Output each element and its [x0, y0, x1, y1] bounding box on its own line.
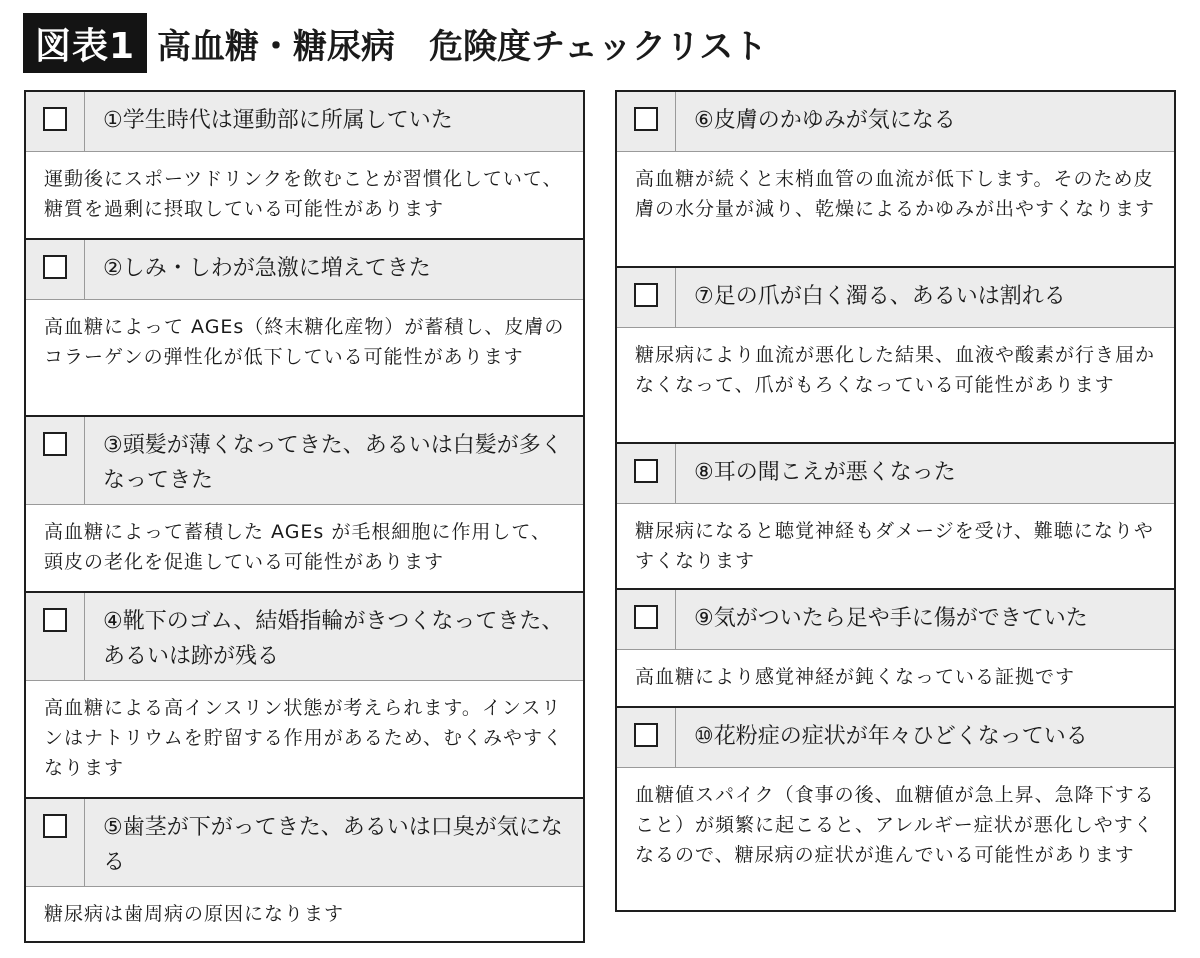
item-header — [617, 444, 1174, 504]
checklist-item-1 — [26, 92, 583, 240]
item-question: ⑤歯茎が下がってきた、あるいは口臭が気になる — [103, 815, 563, 875]
checkbox-10[interactable] — [634, 723, 658, 747]
item-header — [26, 799, 583, 887]
checklist-item-4 — [26, 593, 583, 799]
checkbox-6[interactable] — [634, 107, 658, 131]
checklist-item-6 — [617, 92, 1174, 268]
checklist-right-column — [615, 90, 1176, 912]
checkbox-7[interactable] — [634, 283, 658, 307]
checklist-item-10 — [617, 708, 1174, 912]
item-header — [26, 593, 583, 681]
checklist-item-3 — [26, 417, 583, 593]
item-description: 糖尿病になると聴覚神経もダメージを受け、難聴になりやすくなります — [635, 520, 1154, 572]
checklist-item-7 — [617, 268, 1174, 444]
checkbox-9[interactable] — [634, 605, 658, 629]
checkbox-8[interactable] — [634, 459, 658, 483]
item-question: ⑦足の爪が白く濁る、あるいは割れる — [694, 284, 1066, 309]
item-header — [26, 240, 583, 300]
checkbox-cell — [617, 268, 676, 327]
checkbox-3[interactable] — [43, 432, 67, 456]
item-question: ⑧耳の聞こえが悪くなった — [694, 460, 956, 485]
item-description: 運動後にスポーツドリンクを飲むことが習慣化していて、糖質を過剰に摂取している可能性があります — [44, 168, 563, 220]
item-description: 糖尿病により血流が悪化した結果、血液や酸素が行き届かなくなって、爪がもろくなっている可能性があります — [635, 344, 1156, 396]
item-header — [26, 92, 583, 152]
item-header — [26, 417, 583, 505]
item-question: ⑥皮膚のかゆみが気になる — [694, 108, 956, 133]
item-description: 高血糖により感覚神経が鈍くなっている証拠です — [635, 666, 1076, 688]
item-question: ⑩花粉症の症状が年々ひどくなっている — [694, 724, 1088, 749]
checkbox-5[interactable] — [43, 814, 67, 838]
item-header — [617, 708, 1174, 768]
item-header — [617, 590, 1174, 650]
checkbox-cell — [617, 92, 676, 151]
checkbox-cell — [26, 240, 85, 299]
item-question: ⑨気がついたら足や手に傷ができていた — [694, 606, 1088, 631]
checkbox-2[interactable] — [43, 255, 67, 279]
checklist-item-2 — [26, 240, 583, 417]
item-description: 血糖値スパイク（食事の後、血糖値が急上昇、急降下すること）が頻繁に起こると、アレルギー症状が悪化しやすくなるので、糖尿病の症状が進んでいる可能性があります — [635, 784, 1155, 866]
item-description: 高血糖による高インスリン状態が考えられます。インスリンはナトリウムを貯留する作用があるため、むくみやすくなります — [44, 697, 564, 779]
checkbox-cell — [617, 708, 676, 767]
checkbox-1[interactable] — [43, 107, 67, 131]
figure-label: 図表1 — [23, 13, 147, 73]
checkbox-cell — [26, 417, 85, 504]
page-title: 高血糖・糖尿病 危険度チェックリスト — [157, 26, 768, 67]
item-description: 高血糖によって AGEs（終末糖化産物）が蓄積し、皮膚のコラーゲンの弾性化が低下している可能性があります — [44, 316, 565, 368]
item-description: 高血糖によって蓄積した AGEs が毛根細胞に作用して、頭皮の老化を促進している可能性があります — [44, 521, 551, 573]
checkbox-4[interactable] — [43, 608, 67, 632]
item-question: ②しみ・しわが急激に増えてきた — [103, 256, 431, 281]
item-question: ③頭髪が薄くなってきた、あるいは白髪が多くなってきた — [103, 433, 563, 493]
checkbox-cell — [26, 799, 85, 886]
checkbox-cell — [26, 92, 85, 151]
item-header — [617, 92, 1174, 152]
item-header — [617, 268, 1174, 328]
checklist-item-9 — [617, 590, 1174, 708]
checklist-item-8 — [617, 444, 1174, 590]
checklist-left-column — [24, 90, 585, 943]
item-question: ①学生時代は運動部に所属していた — [103, 108, 453, 133]
checkbox-cell — [26, 593, 85, 680]
checkbox-cell — [617, 444, 676, 503]
item-description: 糖尿病は歯周病の原因になります — [44, 903, 345, 925]
checklist-item-5 — [26, 799, 583, 943]
item-description: 高血糖が続くと末梢血管の血流が低下します。そのため皮膚の水分量が減り、乾燥によるかゆみが出やすくなります — [635, 168, 1156, 220]
checkbox-cell — [617, 590, 676, 649]
item-question: ④靴下のゴム、結婚指輪がきつくなってきた、あるいは跡が残る — [103, 609, 564, 669]
